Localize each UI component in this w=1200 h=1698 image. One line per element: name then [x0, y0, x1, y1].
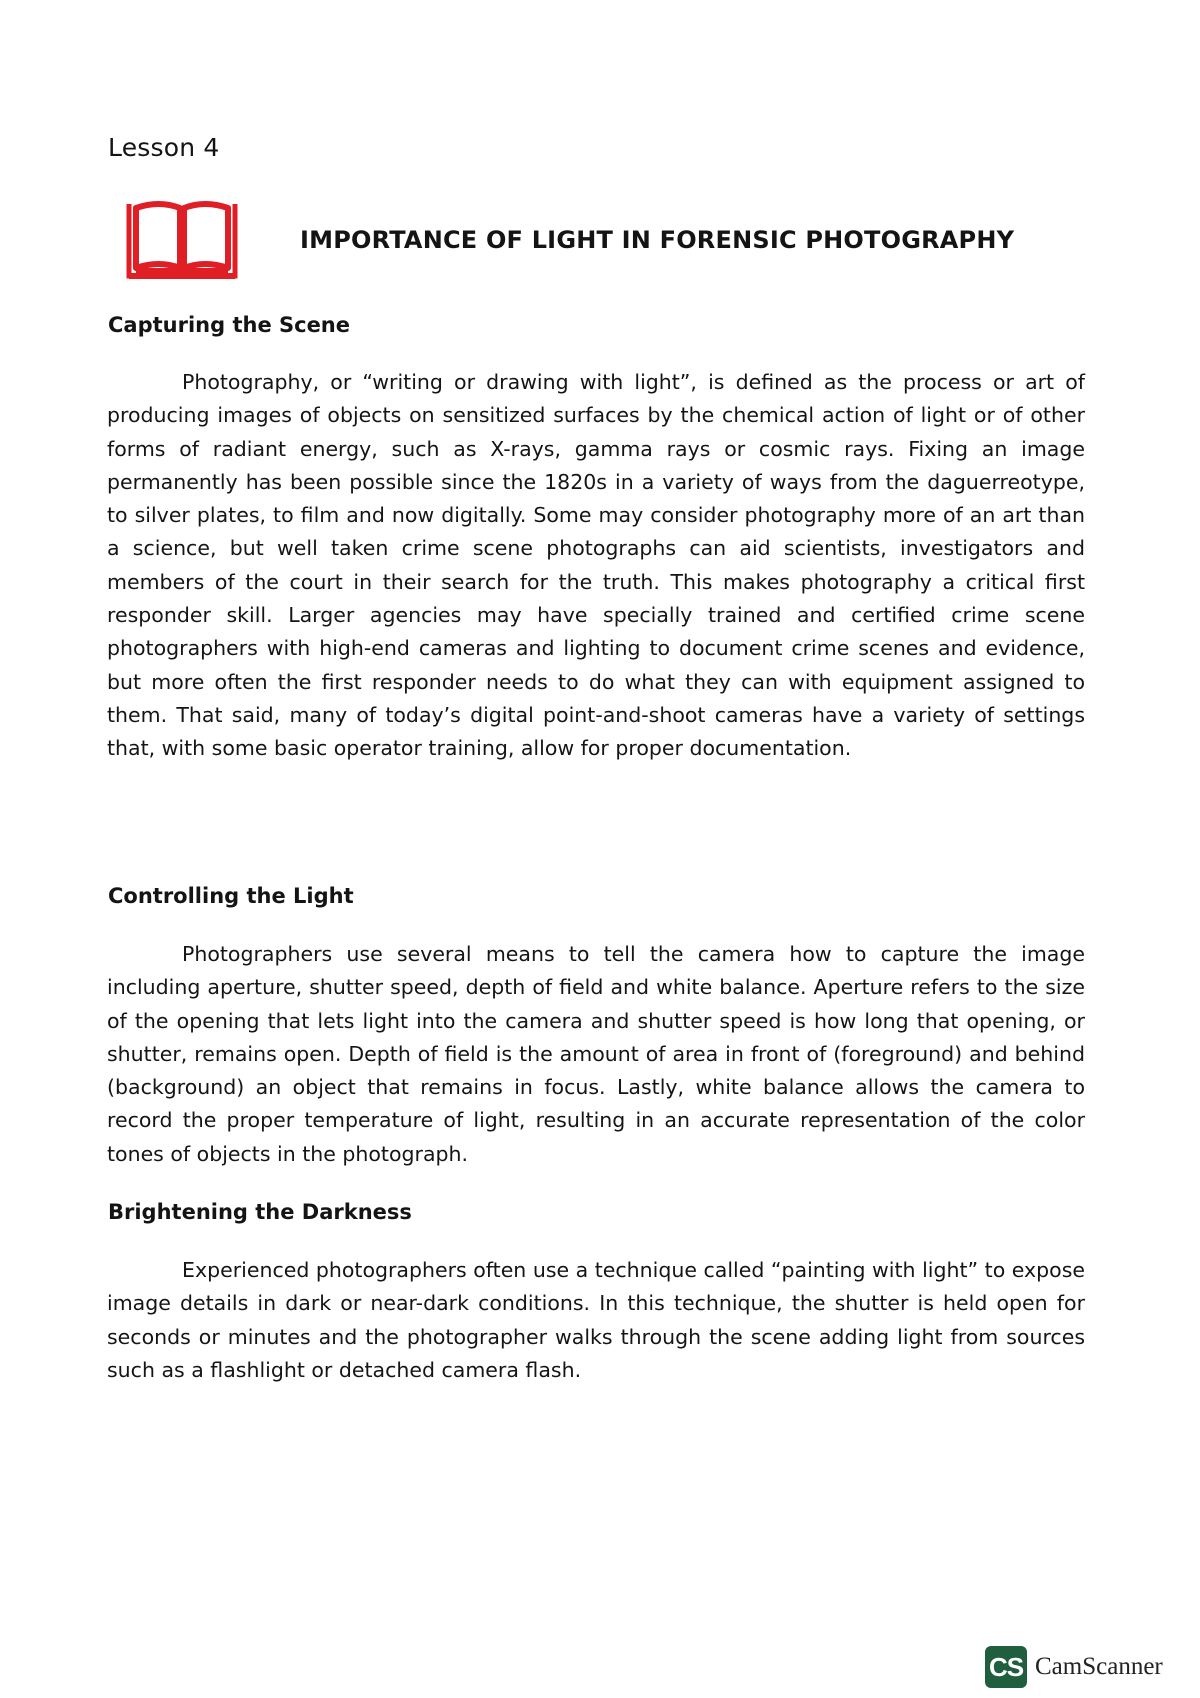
page-title: IMPORTANCE OF LIGHT IN FORENSIC PHOTOGRAPHY	[300, 226, 1015, 254]
open-book-icon	[126, 198, 238, 280]
paragraph-brightening: Experienced photographers often use a technique called “painting with light” to expose image details in dark or near-dark conditions. In this technique, the shutter is held open for seconds or minutes and the photographer walks through the scene adding light from sources such as a flashlight or detached camera flash.	[107, 1258, 1085, 1382]
camscanner-logo-icon: CS	[985, 1646, 1027, 1688]
paragraph-capturing: Photography, or “writing or drawing with light”, is defined as the process or art of producing images of objects on sensitized surfaces by the chemical action of light or of other forms of radiant energy, such as X-rays, gamma rays or cosmic rays. Fixing an image permanently has been possible since the 1820s in a variety of ways from the daguerreotype, to silver plates, to film and now digitally. Some may consider photography more of an art than a science, but well taken crime scene photographs can aid scientists, investigators and members of the court in their search for the truth. This makes photography a critical first responder skill. Larger agencies may have specially trained and certified crime scene photographers with high-end cameras and lighting to document crime scenes and evidence, but more often the first responder needs to do what they can with equipment assigned to them. That said, many of today’s digital point-and-shoot cameras have a variety of settings that, with some basic operator training, allow for proper documentation.	[107, 370, 1085, 761]
camscanner-text: CamScanner	[1035, 1653, 1163, 1680]
section-heading-capturing: Capturing the Scene	[108, 313, 351, 337]
lesson-label: Lesson 4	[108, 133, 220, 162]
section-heading-brightening: Brightening the Darkness	[108, 1200, 412, 1224]
section-heading-controlling: Controlling the Light	[108, 884, 354, 908]
camscanner-watermark	[985, 1646, 1163, 1688]
paragraph-controlling: Photographers use several means to tell the camera how to capture the image including aperture, shutter speed, depth of field and white balance. Aperture refers to the size of the opening that lets light into the camera and shutter speed is how long that opening, or shutter, remains open. Depth of field is the amount of area in front of (foreground) and behind (background) an object that remains in focus. Lastly, white balance allows the camera to record the proper temperature of light, resulting in an accurate representation of the color tones of objects in the photograph.	[107, 942, 1085, 1166]
